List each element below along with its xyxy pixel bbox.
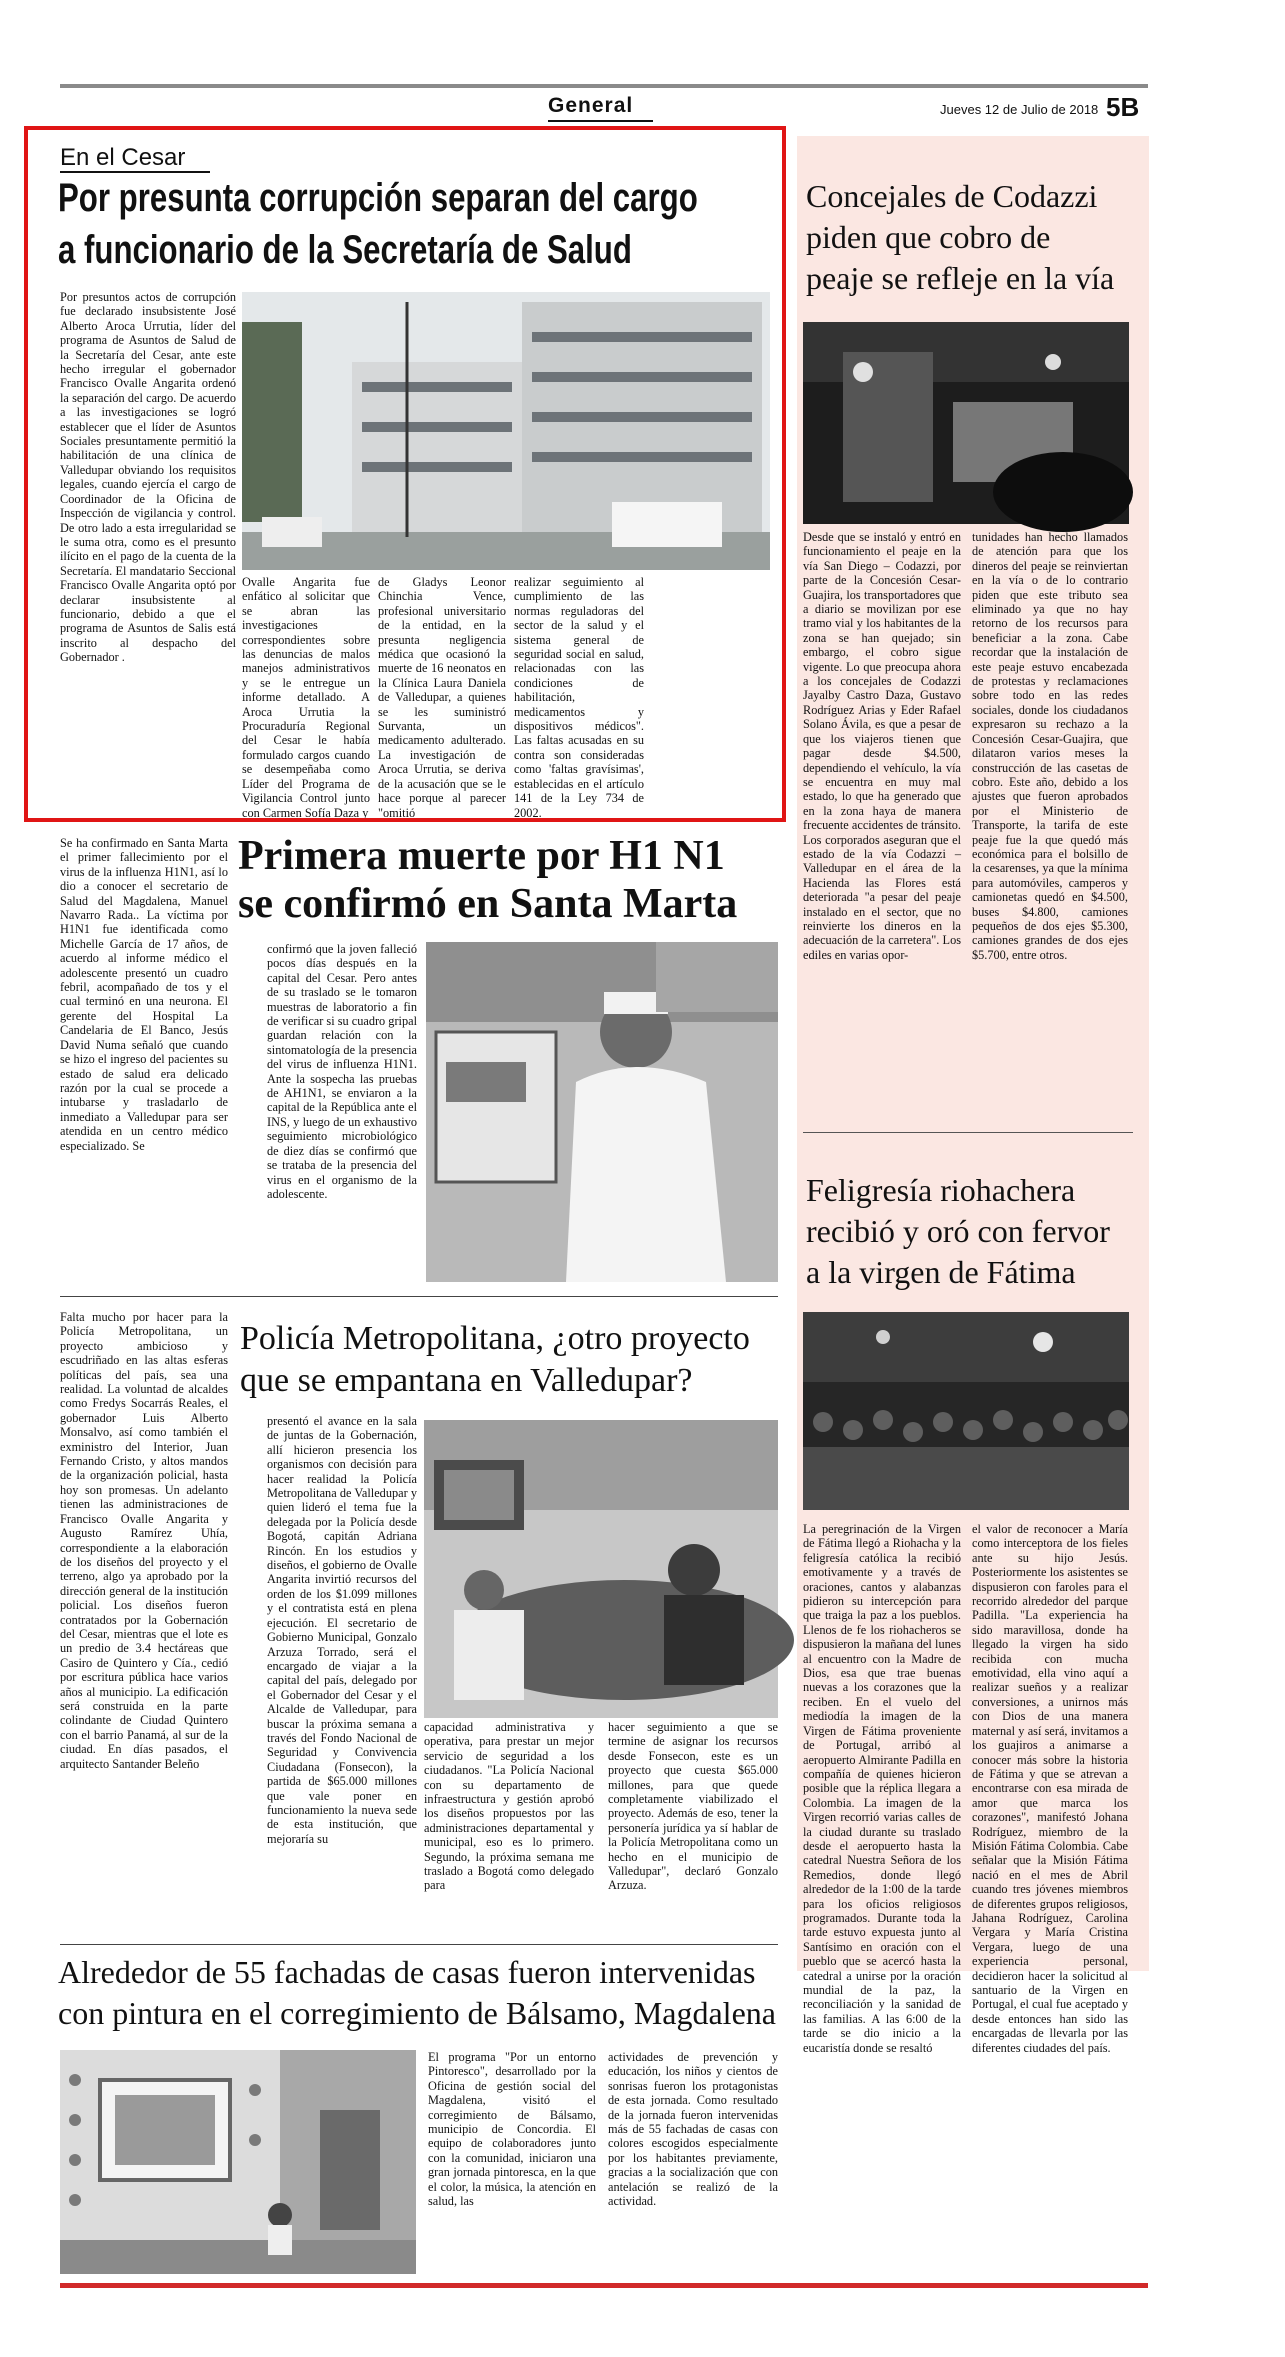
section-underline	[548, 120, 653, 122]
article-column: Por presuntos actos de corrupción fue declarado insubsistente José Alberto Aroca Urrutia, líder del programa de Asuntos de Salud de la Secretaría del Cesar, ante este hecho irregular el gobernador Francisco Ovalle Angarita ordenó la separación del cargo. De acuerdo a las investigaciones se logró establecer que el líder de Asuntos Sociales presuntamente permitió la habilitación de una clínica de Valledupar obviando los requisitos legales, cuando ejercía el cargo de Coordinador de la Oficina de Inspección de vigilancia y control. De otro lado a esta irregularidad se le suma otra, como es el presunto ilícito en el pago de la cuenta de la Secretaría. El mandatario Seccional Francisco Ovalle Angarita optó por declarar insubsistente al funcionario, debido a que el programa de Asuntos de Salis está inscrito al despacho del Gobernador .	[60, 290, 236, 665]
article-title-line-1: Alrededor de 55 fachadas de casas fueron intervenidas	[58, 1954, 756, 1990]
article-column: Ovalle Angarita fue enfático al solicitar que se abran las investigaciones correspondientes sobre las denuncias de malos manejos administrativos y se le entregue un informe detallado. A Aroca Urrutia la Procuraduría Regional del Cesar le había formulado cargos cuando se desempeñaba como Líder del Programa de Vigilancia Control junto con Carmen Sofía Daza y	[242, 575, 370, 820]
sidebar-title-line-3: peaje se refleje en la vía	[806, 260, 1115, 296]
sidebar-title-line-1: Feligresía riohachera	[806, 1172, 1076, 1208]
article-column: de Gladys Leonor Chinchia Vence, profesional universitario de la entidad, en la presunta negligencia médica que ocasionó la muerte de 16 neonatos en la Clínica Laura Daniela de Valledupar, a quienes se les suministró Survanta, un medicamento adulterado. La investigación de Aroca Urrutia, se deriva de la acusación que se le hace porque al parecer "omitió	[378, 575, 506, 820]
section-name: General	[548, 94, 634, 117]
issue-date: Jueves 12 de Julio de 2018	[940, 102, 1099, 117]
sidebar-column: el valor de reconocer a María como interceptora de los fieles ante su hijo Jesús. Posteriormente los asistentes se dispusieron con faroles para el recorrido alrededor del parque Padilla. "La experiencia ha sido maravillosa, donde ha llegado la virgen ha sido recibida con mucha emotividad, ella vino aquí a realizar sueños y a realizar conversiones, a unirnos más con Dios de una manera maternal y así será, invitamos a los guajiros a animarse a conocer más sobre la historia de Fátima y que se atrevan a encontrarse con esa mirada de amor que marca los corazones", manifestó Johana Rodríguez, miembro de la Misión Fátima Colombia. Cabe señalar que la Misión Fátima nació en el mes de Abril cuando tres jóvenes miembros de diferentes grupos religiosos, Jahana Rodríguez, Carolina Vergara y María Cristina Vergara, luego de una experiencia personal, decidieron hacer la solicitud al santuario de la Virgen en Portugal, el cual fue aceptado y desde entonces han sido las encargadas de llevarla por las diferentes ciudades del país.	[972, 1522, 1128, 2055]
sidebar-title-line-1: Concejales de Codazzi	[806, 178, 1098, 214]
article-column: actividades de prevención y educación, los niños y cientos de sonrisas fueron los protagonistas de esta jornada. Como resultado de la jornada fueron intervenidas más de 55 fachadas de casas con colores escogidos especialmente por los habitantes previamente, gracias a la socialización que con antelación se realizó de la actividad.	[608, 2050, 778, 2209]
article-separator	[60, 1296, 778, 1297]
article-column: El programa "Por un entorno Pintoresco", desarrollado por la Oficina de gestión social del Magdalena, visitó el corregimiento de Bálsamo, municipio de Concordia. El equipo de colaboradores junto con la comunidad, iniciaron una gran jornada pintoresca, en la que el color, la música, la atención en salud, las	[428, 2050, 596, 2209]
article-column: confirmó que la joven falleció pocos días después en la capital del Cesar. Pero antes de su traslado se le tomaron muestras de laboratorio a fin de verificar si su cuadro gripal guardan relación con la sintomatología de la presencia del virus de influenza H1N1. Ante la sospecha las pruebas de AH1N1, se enviaron a la capital de la República ante el INS, y luego de un exhaustivo seguimiento microbiológico de diez días se confirmó que se trataba de la presencia del virus en el organismo de la adolescente.	[267, 942, 417, 1201]
article-title-line-1: Policía Metropolitana, ¿otro proyecto	[240, 1320, 750, 1357]
article-column: capacidad administrativa y operativa, para prestar un mejor servicio de seguridad a los ciudadanos. "La Policía Nacional con su departamento de infraestructura y gestión aprobó los diseños propuestos por las administraciones departamental y municipal, eso es lo primero. Segundo, la próxima semana me traslado a Bogotá como delegado para	[424, 1720, 594, 1893]
article-column: Falta mucho por hacer para la Policía Metropolitana, un proyecto ambicioso y escudriñado en las altas esferas políticas del país, sea una realidad. La voluntad de alcaldes como Fredys Socarrás Reales, el gobernador Luis Alberto Monsalvo, así como también el exministro del Interior, Juan Fernando Cristo, y altos mandos de la organización policial, hasta hoy son promesas. Un adelanto tienen las administraciones de Francisco Ovalle Angarita y Augusto Ramírez Uhía, correspondiente a la elaboración de los diseños del proyecto y el terreno, algo ya aprobado por la dirección general de la institución policial. Los diseños fueron contratados por la Gobernación del Cesar, mientras que el lote es un predio de 3.4 hectáreas que Casiro de Quintero y Cía., cedió por escritura pública hace varios años al municipio. La edificación será construida en la parte colindante de Ciudad Quintero con el barrio Panamá, al sur de la ciudad. En días pasados, el arquitecto Santander Beleño	[60, 1310, 228, 1771]
sidebar-column: tunidades han hecho llamados de atención para que los dineros del peaje se reinviertan en la vía o de lo contrario piden que este tributo sea eliminado ya que no hay retorno de los recursos para beneficiar a la zona. Cabe recordar que la instalación de este peaje estuvo encabezada de protestas y reclamaciones sobre todo en las redes sociales, donde los ciudadanos expresaron su rechazo a la Concesión Cesar-Guajira, que dilataron varios meses la construcción de las casetas de cobro. Este año, debido a los ajustes que fueron aprobados por el Ministerio de Transporte, la tarifa de este peaje fue la que quedó más económica para el bolsillo de la cesarenses, ya que la mínima para automóviles, camperos y camionetas quedó en $4.500, buses $4.800, camiones pequeños de dos ejes $5.300, camiones grandes de dos ejes $5.700, entre otros.	[972, 530, 1128, 962]
article-column: Se ha confirmado en Santa Marta el primer fallecimiento por el virus de la influenza H1N1, así lo dio a conocer el secretario de Salud del Magdalena, Manuel Navarro Rada.. La víctima por H1N1 fue identificada como Michelle García de 17 años, de acuerdo al informe médico el adolescente presentó un cuadro febril, acompañado de tos y el cual terminó en una neurona. El gerente del Hospital La Candelaria de El Banco, Jesús David Numa señaló que cuando se hizo el ingreso del pacientes su estado de salud era delicado razón por la cual se procede a intubarse y trasladarlo de inmediato a Valledupar para ser atendida en un centro médico especializado. Se	[60, 836, 228, 1153]
toll-photo	[803, 322, 1129, 524]
crowd-photo	[803, 1312, 1129, 1510]
highlight-box	[24, 126, 786, 822]
article-title-line-2: que se empantana en Valledupar?	[240, 1362, 693, 1399]
sidebar-title-line-2: recibió y oró con fervor	[806, 1213, 1110, 1249]
meeting-photo	[424, 1420, 778, 1718]
article-column: realizar seguimiento al cumplimiento de las normas reguladoras del sector de la salud y el sistema general de seguridad social en salud, relacionadas con las condiciones de habilitación, medicamentos y dispositivos médicos". Las faltas acusadas en su contra son consideradas como 'faltas gravísimas', establecidas en el artículo 141 de la Ley 734 de 2002.	[514, 575, 644, 820]
sidebar-separator	[803, 1132, 1133, 1133]
article-title-line-2: se confirmó en Santa Marta	[238, 881, 738, 927]
nurse-photo	[426, 942, 778, 1282]
article-kicker: En el Cesar	[60, 144, 186, 171]
article-title-line-1: Primera muerte por H1 N1	[238, 833, 725, 879]
article-column: hacer seguimiento a que se termine de asignar los recursos desde Fonsecon, este es un proyecto que cuesta $65.000 millones, para que quede completamente viabilizado el proyecto. Además de eso, tener la personería jurídica ya sí hablar de la Policía Metropolitana como un hecho en el municipio de Valledupar", declaró Gonzalo Arzuza.	[608, 1720, 778, 1893]
article-title-line-1: Por presunta corrupción separan del cargo	[58, 176, 698, 220]
sidebar-column: Desde que se instaló y entró en funcionamiento el peaje en la vía San Diego – Codazzi, por parte de la Concesión Cesar-Guajira, los transportadores que a diario se movilizan por ese tramo vial y los habitantes de la zona se han quejado; sin embargo, el cobro sigue vigente. Lo que preocupa ahora a los concejales de Codazzi Jayalby Castro Daza, Gustavo Rodríguez Arias y Eder Rafael Solano Ávila, es que a pesar de que los viajeros tienen que pagar desde $4.500, dependiendo el vehículo, la vía se encuentra en muy mal estado, lo que ha generado que en la zona haya de manera frecuente accidentes de tránsito. Los corporados aseguran que el estado de la vía Codazzi – Valledupar en el área de la Hacienda las Flores está deteriorada "a pesar del peaje instalado en el sector, que no reinvierte los dineros en la adecuación de la carretera". Los ediles en varias opor-	[803, 530, 961, 962]
page-number: 5B	[1106, 92, 1140, 122]
sidebar-title-line-3: a la virgen de Fátima	[806, 1254, 1076, 1290]
article-column: presentó el avance en la sala de juntas de la Gobernación, allí hicieron presencia los organismos con decisión para hacer realidad la Policía Metropolitana de Valledupar y quien lideró el tema fue la delegada por la Policía desde Bogotá, capitán Adriana Rincón. En los estudios y diseños, el gobierno de Ovalle Angarita invirtió recursos del orden de los $1.099 millones y el contratista está en plena ejecución. El secretario de Gobierno Municipal, Gonzalo Arzuza Torrado, será el encargado de viajar a la capital del país, delegado por el Gobernador del Cesar y el Alcalde de Valledupar, para buscar la próxima semana a través del Fondo Nacional de Seguridad y Convivencia Ciudadana (Fonsecon), la partida de $65.000 millones que vale poner en funcionamiento la nueva sede de esta institución, que mejoraría su	[267, 1414, 417, 1846]
sidebar-title-line-2: piden que cobro de	[806, 219, 1051, 255]
article-separator	[60, 1944, 778, 1945]
article-title-line-2: con pintura en el corregimiento de Bálsamo, Magdalena	[58, 1995, 776, 2031]
facade-photo	[60, 2050, 416, 2274]
top-rule	[60, 84, 1148, 88]
sidebar-column: La peregrinación de la Virgen de Fátima llegó a Riohacha y la feligresía católica la recibió emotivamente y a través de oraciones, cantos y alabanzas pidieron su intercepción para que traiga la paz a los pueblos. Llenos de fe los riohacheros se dispusieron la mañana del lunes al encuentro con la Madre de Dios, esa que trae buenas nuevas a los corazones que la reciben. En el vuelo del mediodía la imagen de la Virgen de Fátima proveniente de Portugal, arribó al aeropuerto Almirante Padilla en compañía de quienes hicieron posible que la réplica llegara a Colombia. La imagen de la Virgen recorrió varias calles de la ciudad durante su traslado desde el aeropuerto hasta la catedral Nuestra Señora de los Remedios, donde llegó alrededor de la 1:00 de la tarde para los oficios religiosos programados. Durante toda la tarde estuvo expuesta junto al Santísimo en oración con el pueblo que se acercó hasta la catedral a unirse por la oración mundial de la paz, la reconciliación y la sanidad de las familias. A las 6:00 de la tarde se dio inicio a la eucaristía donde se resaltó	[803, 1522, 961, 2055]
bottom-rule	[60, 2283, 1148, 2288]
article-title-line-2: a funcionario de la Secretaría de Salud	[58, 228, 632, 272]
